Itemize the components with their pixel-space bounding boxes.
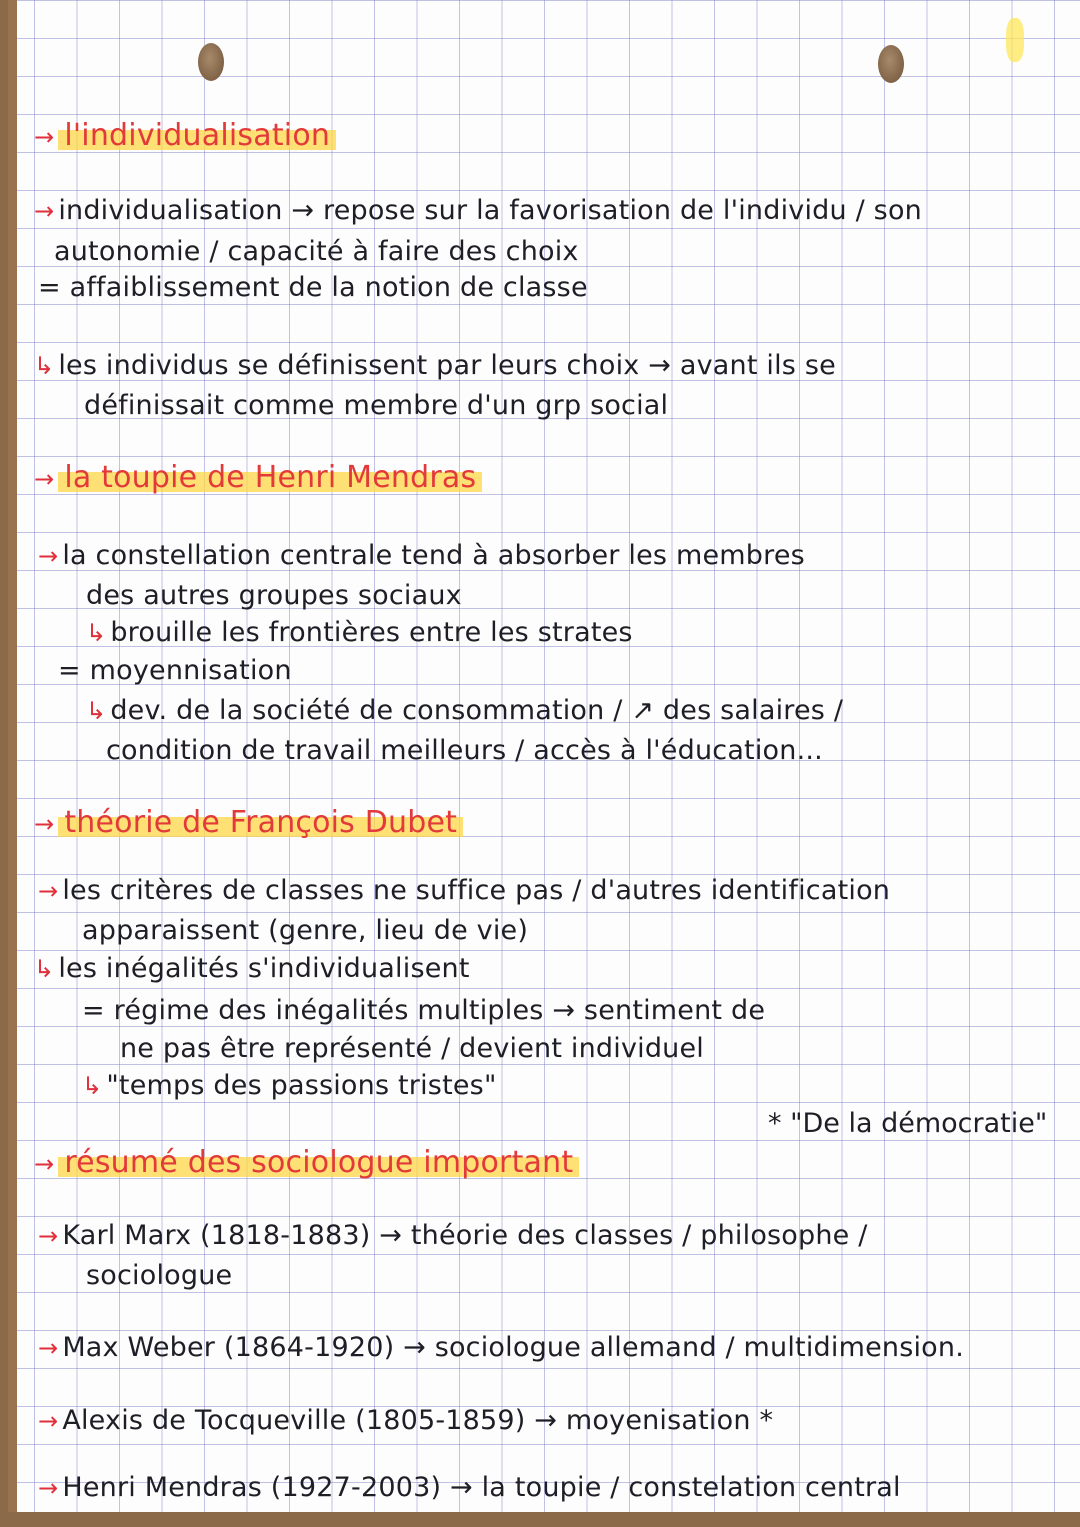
note-line: ↳ "temps des passions tristes" [82, 1070, 497, 1101]
arrow-icon: → [34, 465, 55, 493]
note-line: = affaiblissement de la notion de classe [38, 272, 588, 303]
section-heading-resume [34, 1145, 579, 1180]
list-item-weber: → Max Weber (1864-1920) → sociologue allemand / multidimension. [38, 1332, 964, 1363]
heading-text: l'individualisation [58, 118, 336, 153]
heading-text: théorie de François Dubet [58, 805, 463, 840]
punch-hole-right [878, 45, 904, 83]
sub-arrow-icon: ↳ [82, 1072, 103, 1100]
sub-arrow-icon: ↳ [86, 619, 107, 647]
arrow-icon: → [38, 1474, 59, 1502]
page-edge [8, 0, 17, 1512]
note-line: apparaissent (genre, lieu de vie) [82, 915, 529, 946]
punch-hole-left [198, 43, 224, 81]
note-line: des autres groupes sociaux [86, 580, 462, 611]
heading-text: résumé des sociologue important [58, 1145, 579, 1180]
note-line: ↳ brouille les frontières entre les strates [86, 617, 633, 648]
note-line: condition de travail meilleurs / accès à l'éducation... [106, 735, 823, 766]
section-heading-individualisation [34, 118, 336, 153]
note-line: ne pas être représenté / devient individuel [120, 1033, 704, 1064]
note-line: ↳ les individus se définissent par leurs choix → avant ils se [34, 350, 836, 381]
sub-arrow-icon: ↳ [34, 955, 55, 983]
note-line: autonomie / capacité à faire des choix [54, 236, 579, 267]
arrow-icon: → [38, 1334, 59, 1362]
arrow-icon: → [34, 1150, 55, 1178]
sub-arrow-icon: ↳ [86, 697, 107, 725]
note-line: ↳ les inégalités s'individualisent [34, 953, 470, 984]
arrow-icon: → [38, 1222, 59, 1250]
note-line: définissait comme membre d'un grp social [84, 390, 669, 421]
note-line: = moyennisation [58, 655, 292, 686]
heading-text: la toupie de Henri Mendras [58, 460, 482, 495]
arrow-icon: → [38, 1407, 59, 1435]
arrow-icon: → [34, 810, 55, 838]
note-line: → individualisation → repose sur la favorisation de l'individu / son [34, 195, 922, 226]
note-line: → la constellation centrale tend à absorber les membres [38, 540, 805, 571]
arrow-icon: → [34, 197, 55, 225]
side-note-democratie: * "De la démocratie" [768, 1108, 1048, 1139]
arrow-icon: → [34, 123, 55, 151]
list-item-mendras: → Henri Mendras (1927-2003) → la toupie / constelation central [38, 1472, 901, 1503]
section-heading-dubet [34, 805, 463, 840]
sub-arrow-icon: ↳ [34, 352, 55, 380]
list-item-tocqueville: → Alexis de Tocqueville (1805-1859) → moyenisation * [38, 1405, 774, 1436]
arrow-icon: → [38, 542, 59, 570]
note-line: → les critères de classes ne suffice pas / d'autres identification [38, 875, 891, 906]
highlighter-mark [1006, 18, 1024, 62]
note-line: = régime des inégalités multiples → sentiment de [82, 995, 766, 1026]
notebook-page [8, 0, 1080, 1512]
arrow-icon: → [38, 877, 59, 905]
note-line: sociologue [86, 1260, 233, 1291]
section-heading-toupie [34, 460, 482, 495]
list-item-marx: → Karl Marx (1818-1883) → théorie des classes / philosophe / [38, 1220, 868, 1251]
note-line: ↳ dev. de la société de consommation / ↗ des salaires / [86, 695, 844, 726]
